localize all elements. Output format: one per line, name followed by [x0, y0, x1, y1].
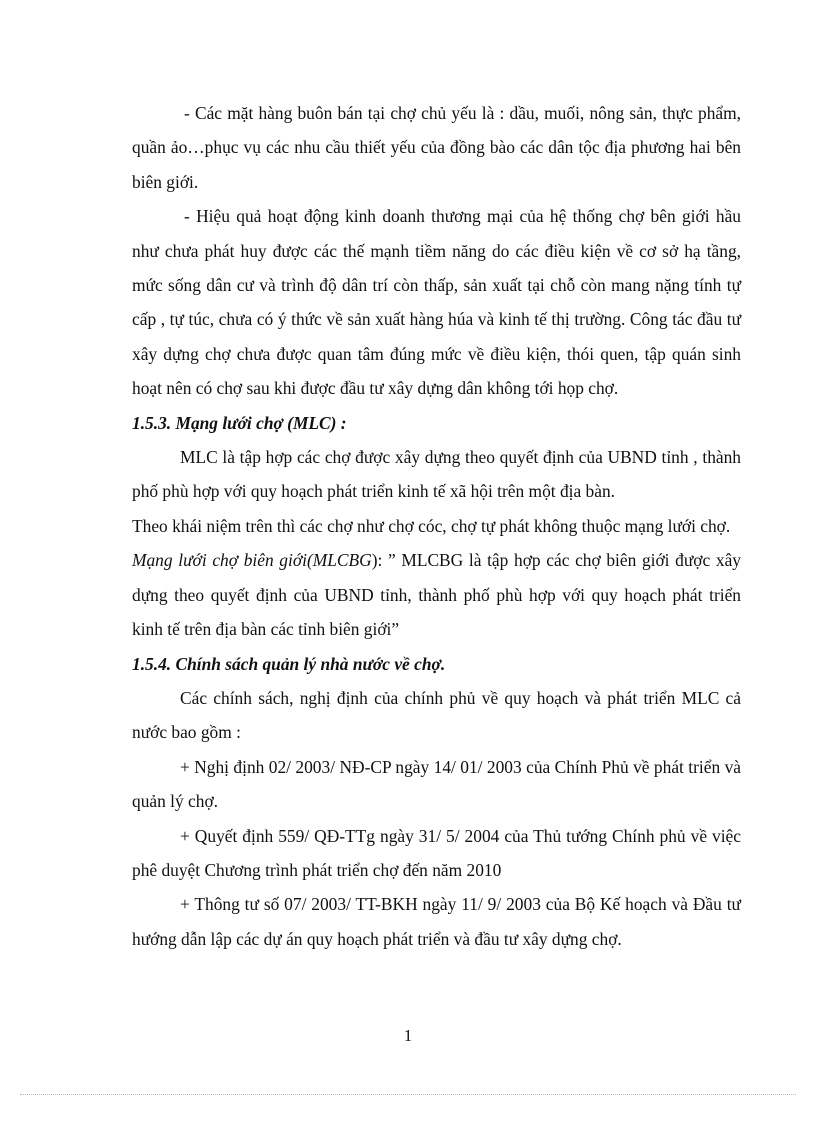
paragraph-mlc-exclusion: Theo khái niệm trên thì các chợ như chợ cóc, chợ tự phát không thuộc mạng lưới chợ.: [132, 515, 731, 536]
heading-1-5-4: 1.5.4. Chính sách quản lý nhà nước về chợ.: [132, 653, 446, 674]
list-item-circular-07: + Thông tư số 07/ 2003/ TT-BKH ngày 11/ 9/ 2003 của Bộ Kế hoạch và Đầu tư hướng dẫn lập các dự án quy hoạch phát triển và đầu tư xây dựng chợ.: [132, 894, 741, 949]
paragraph-mlcbg-definition: [132, 543, 741, 646]
paragraph-mlc-definition: MLC là tập hợp các chợ được xây dựng theo quyết định của UBND tỉnh , thành phố phù hợp với quy hoạch phát triển kinh tế xã hội trên một địa bàn.: [132, 447, 741, 502]
heading-1-5-3: 1.5.3. Mạng lưới chợ (MLC) :: [132, 412, 347, 433]
list-item-decree-02: + Nghị định 02/ 2003/ NĐ-CP ngày 14/ 01/ 2003 của Chính Phủ về phát triển và quản lý chợ.: [132, 756, 741, 812]
term-mlcbg: Mạng lưới chợ biên giới(MLCBG: [132, 550, 372, 571]
mlcbg-definition-text: ): ” MLCBG là tập hợp các chợ biên giới được xây dựng theo quyết định của UBND tỉnh, thành phố phù hợp với quy hoạch phát triển kinh tế trên địa bàn các tỉnh biên giới”: [132, 550, 741, 640]
paragraph-market-goods: - Các mặt hàng buôn bán tại chợ chủ yếu là : dầu, muối, nông sản, thực phẩm, quần ảo…phục vụ các nhu cầu thiết yếu của đồng bào các dân tộc địa phương hai bên biên giới.: [132, 103, 741, 192]
footer-divider: [20, 1094, 796, 1095]
paragraph-policies-intro: Các chính sách, nghị định của chính phủ về quy hoạch và phát triển MLC cả nước bao gồm :: [132, 687, 741, 743]
list-item-decision-559: + Quyết định 559/ QĐ-TTg ngày 31/ 5/ 2004 của Thủ tướng Chính phủ về việc phê duyệt Chương trình phát triển chợ đến năm 2010: [132, 825, 741, 880]
paragraph-trade-efficiency: - Hiệu quả hoạt động kinh doanh thương mại của hệ thống chợ bên giới hầu như chưa phát huy được các thế mạnh tiềm năng do các điều kiện về cơ sở hạ tầng, mức sống dân cư và trình độ dân trí còn thấp, sản xuất tại chỗ còn mang nặng tính tự cấp , tự túc, chưa có ý thức về sản xuất hàng húa và kinh tế thị trường. Công tác đầu tư xây dựng chợ chưa được quan tâm đúng mức về điều kiện, thói quen, tập quán sinh hoạt nên có chợ sau khi được đầu tư xây dựng dân không tới họp chợ.: [132, 206, 741, 399]
page-body: [132, 96, 741, 956]
page-number: 1: [403, 1026, 413, 1045]
